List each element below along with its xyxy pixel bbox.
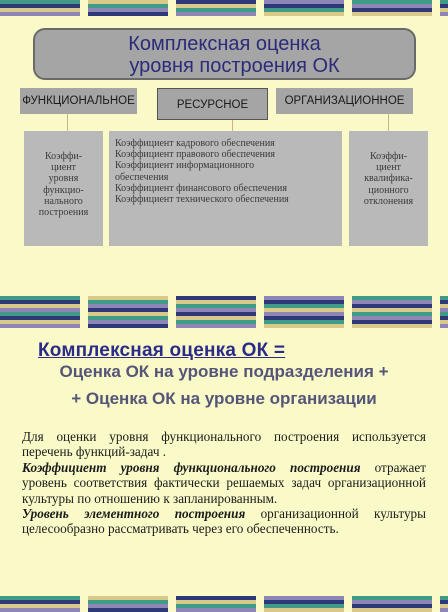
slide2-equation-line-2: + Оценка ОК на уровне организации — [71, 389, 377, 408]
connector-left — [67, 114, 68, 131]
slide-title-box — [33, 28, 416, 80]
slide-title-line-1: Комплексная оценка — [128, 33, 321, 55]
box-line: ционного — [368, 184, 409, 196]
stripe-block — [176, 312, 256, 328]
box-line: Коэффи- — [369, 151, 408, 162]
box-line: циент — [51, 162, 76, 174]
stripe-block — [264, 296, 344, 312]
decorative-stripe-middle-2 — [0, 312, 448, 328]
stripe-block — [176, 296, 256, 312]
box-line: Коэффициент информационного — [115, 160, 255, 172]
header-resource: РЕСУРСНОЕ — [157, 88, 268, 120]
slide2-heading: Комплексная оценка ОК = — [38, 340, 286, 361]
stripe-block — [352, 296, 432, 312]
box-line: уровня — [48, 173, 79, 185]
box-functional-coefficient — [24, 131, 103, 246]
box-line: отклонения — [363, 195, 414, 207]
decorative-stripe-top — [0, 0, 448, 16]
stripe-block — [264, 0, 344, 16]
box-qualification-coefficient — [349, 131, 428, 246]
stripe-block — [88, 596, 168, 612]
box-line: квалифика- — [364, 173, 413, 185]
stripe-block — [88, 312, 168, 328]
paragraph-3-lead: Уровень элементного построения — [22, 506, 246, 522]
connector-right — [388, 114, 389, 131]
box-line: обеспечения — [115, 171, 169, 183]
decorative-stripe-bottom — [0, 596, 448, 612]
stripe-block — [352, 596, 432, 612]
box-line: Коэффициент правового обеспечения — [115, 149, 275, 161]
paragraph-3-rest: организационной культуры целесообразно рассматривать через его обеспеченность. — [22, 506, 426, 537]
stripe-block — [352, 0, 432, 16]
connector-center — [232, 120, 233, 131]
header-functional: ФУНКЦИОНАЛЬНОЕ — [20, 88, 137, 114]
stripe-block — [0, 312, 80, 328]
stripe-block — [440, 312, 448, 328]
paragraph-1: Для оценки уровня функционального построения используется перечень функций-задач . — [22, 429, 426, 460]
stripe-block — [88, 0, 168, 16]
stripe-block — [88, 296, 168, 312]
stripe-block — [0, 0, 80, 16]
stripe-block — [440, 596, 448, 612]
stripe-block — [0, 296, 80, 312]
box-line: Коэффициент технического обеспечения — [115, 194, 289, 206]
decorative-stripe-middle-1 — [0, 296, 448, 312]
paragraph-2-rest: отражает уровень соответствия фактически решаемых задач организационной культуры по отношению к запланированным. — [22, 459, 426, 506]
stripe-block — [176, 596, 256, 612]
stripe-block — [352, 312, 432, 328]
slide2-equation-line-1: Оценка ОК на уровне подразделения + — [59, 362, 389, 381]
box-line: построения — [38, 207, 89, 219]
box-line: нального — [44, 195, 83, 207]
box-line: Коэффициент кадрового обеспечения — [115, 138, 275, 149]
box-line: циент — [376, 162, 401, 174]
box-resource-coefficients — [109, 131, 342, 246]
stripe-block — [264, 596, 344, 612]
paragraph-2-lead: Коэффициент уровня функционального построения — [22, 459, 361, 475]
box-line: функцио- — [43, 184, 84, 196]
stripe-block — [176, 0, 256, 16]
slide-title-line-2: уровня построения ОК — [129, 55, 340, 77]
stripe-block — [440, 0, 448, 16]
box-line: Коэффи- — [44, 151, 83, 162]
stripe-block — [0, 596, 80, 612]
paragraph-3 — [22, 506, 426, 537]
slide2-body — [22, 429, 426, 537]
box-line: Коэффициент финансового обеспечения — [115, 182, 287, 194]
header-organizational: ОРГАНИЗАЦИОННОЕ — [276, 88, 413, 114]
paragraph-2 — [22, 460, 426, 506]
stripe-block — [440, 296, 448, 312]
stripe-block — [264, 312, 344, 328]
